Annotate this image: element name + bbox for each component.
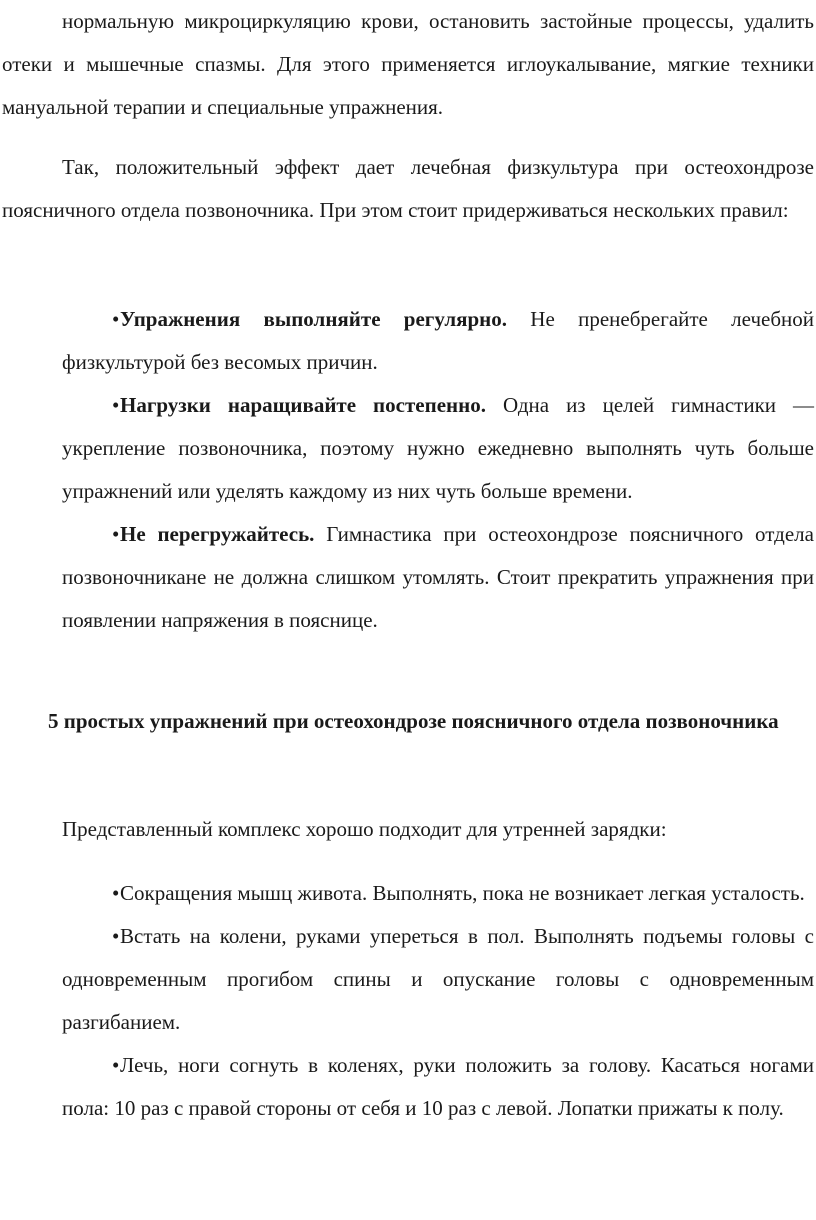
exercise-text: Лечь, ноги согнуть в коленях, руки положить за голову. Касаться ногами пола: 10 раз с правой стороны от себя и 10 раз с левой. Лопатки прижаты к полу. [62, 1053, 814, 1120]
rule-lead: Нагрузки наращивайте постепенно. [120, 393, 486, 417]
paragraph-exercise-therapy: Так, положительный эффект дает лечебная физкультура при остеохондрозе поясничного отдела позвоночника. При этом стоит придерживаться нескольких правил: [2, 155, 814, 222]
rule-lead: Не перегружайтесь. [120, 522, 315, 546]
exercise-text: Сокращения мышц живота. Выполнять, пока не возникает легкая усталость. [120, 881, 805, 905]
exercises-list [62, 872, 814, 1130]
rule-text: Одна из целей гимнастики — укрепление позвоночника, поэтому нужно ежедневно выполнять чуть больше упражнений или уделять каждому из них чуть больше времени. [62, 393, 815, 503]
paragraph-complex-intro: Представленный комплекс хорошо подходит для утренней зарядки: [62, 817, 667, 841]
list-item [62, 872, 814, 915]
bullet-icon: • [112, 1053, 120, 1077]
rule-text: Гимнастика при остеохондрозе поясничного отдела позвоночникане не должна слишком утомлять. Стоит прекратить упражнения при появлении напряжения в пояснице. [62, 522, 814, 632]
bullet-icon: • [112, 881, 120, 905]
list-item [62, 915, 814, 1044]
paragraph-intro-continued: нормальную микроциркуляцию крови, остановить застойные процессы, удалить отеки и мышечные спазмы. Для этого применяется иглоукалывание, мягкие техники мануальной терапии и специальные упражнения. [2, 9, 814, 119]
list-item [62, 1044, 814, 1130]
exercise-text: Встать на колени, руками упереться в пол. Выполнять подъемы головы с одновременным прогибом спины и опускание головы с одновременным разгибанием. [62, 924, 814, 1034]
rules-list [62, 298, 814, 642]
list-item [62, 298, 814, 384]
rule-text: Не пренебрегайте лечебной физкультурой без весомых причин. [62, 307, 814, 374]
bullet-icon: • [112, 307, 120, 331]
bullet-icon: • [112, 924, 120, 948]
list-item [62, 513, 814, 642]
bullet-icon: • [112, 522, 120, 546]
rule-lead: Упражнения выполняйте регулярно. [120, 307, 507, 331]
bullet-icon: • [112, 393, 120, 417]
section-heading: 5 простых упражнений при остеохондрозе поясничного отдела позвоночника [48, 709, 779, 733]
list-item [62, 384, 814, 513]
